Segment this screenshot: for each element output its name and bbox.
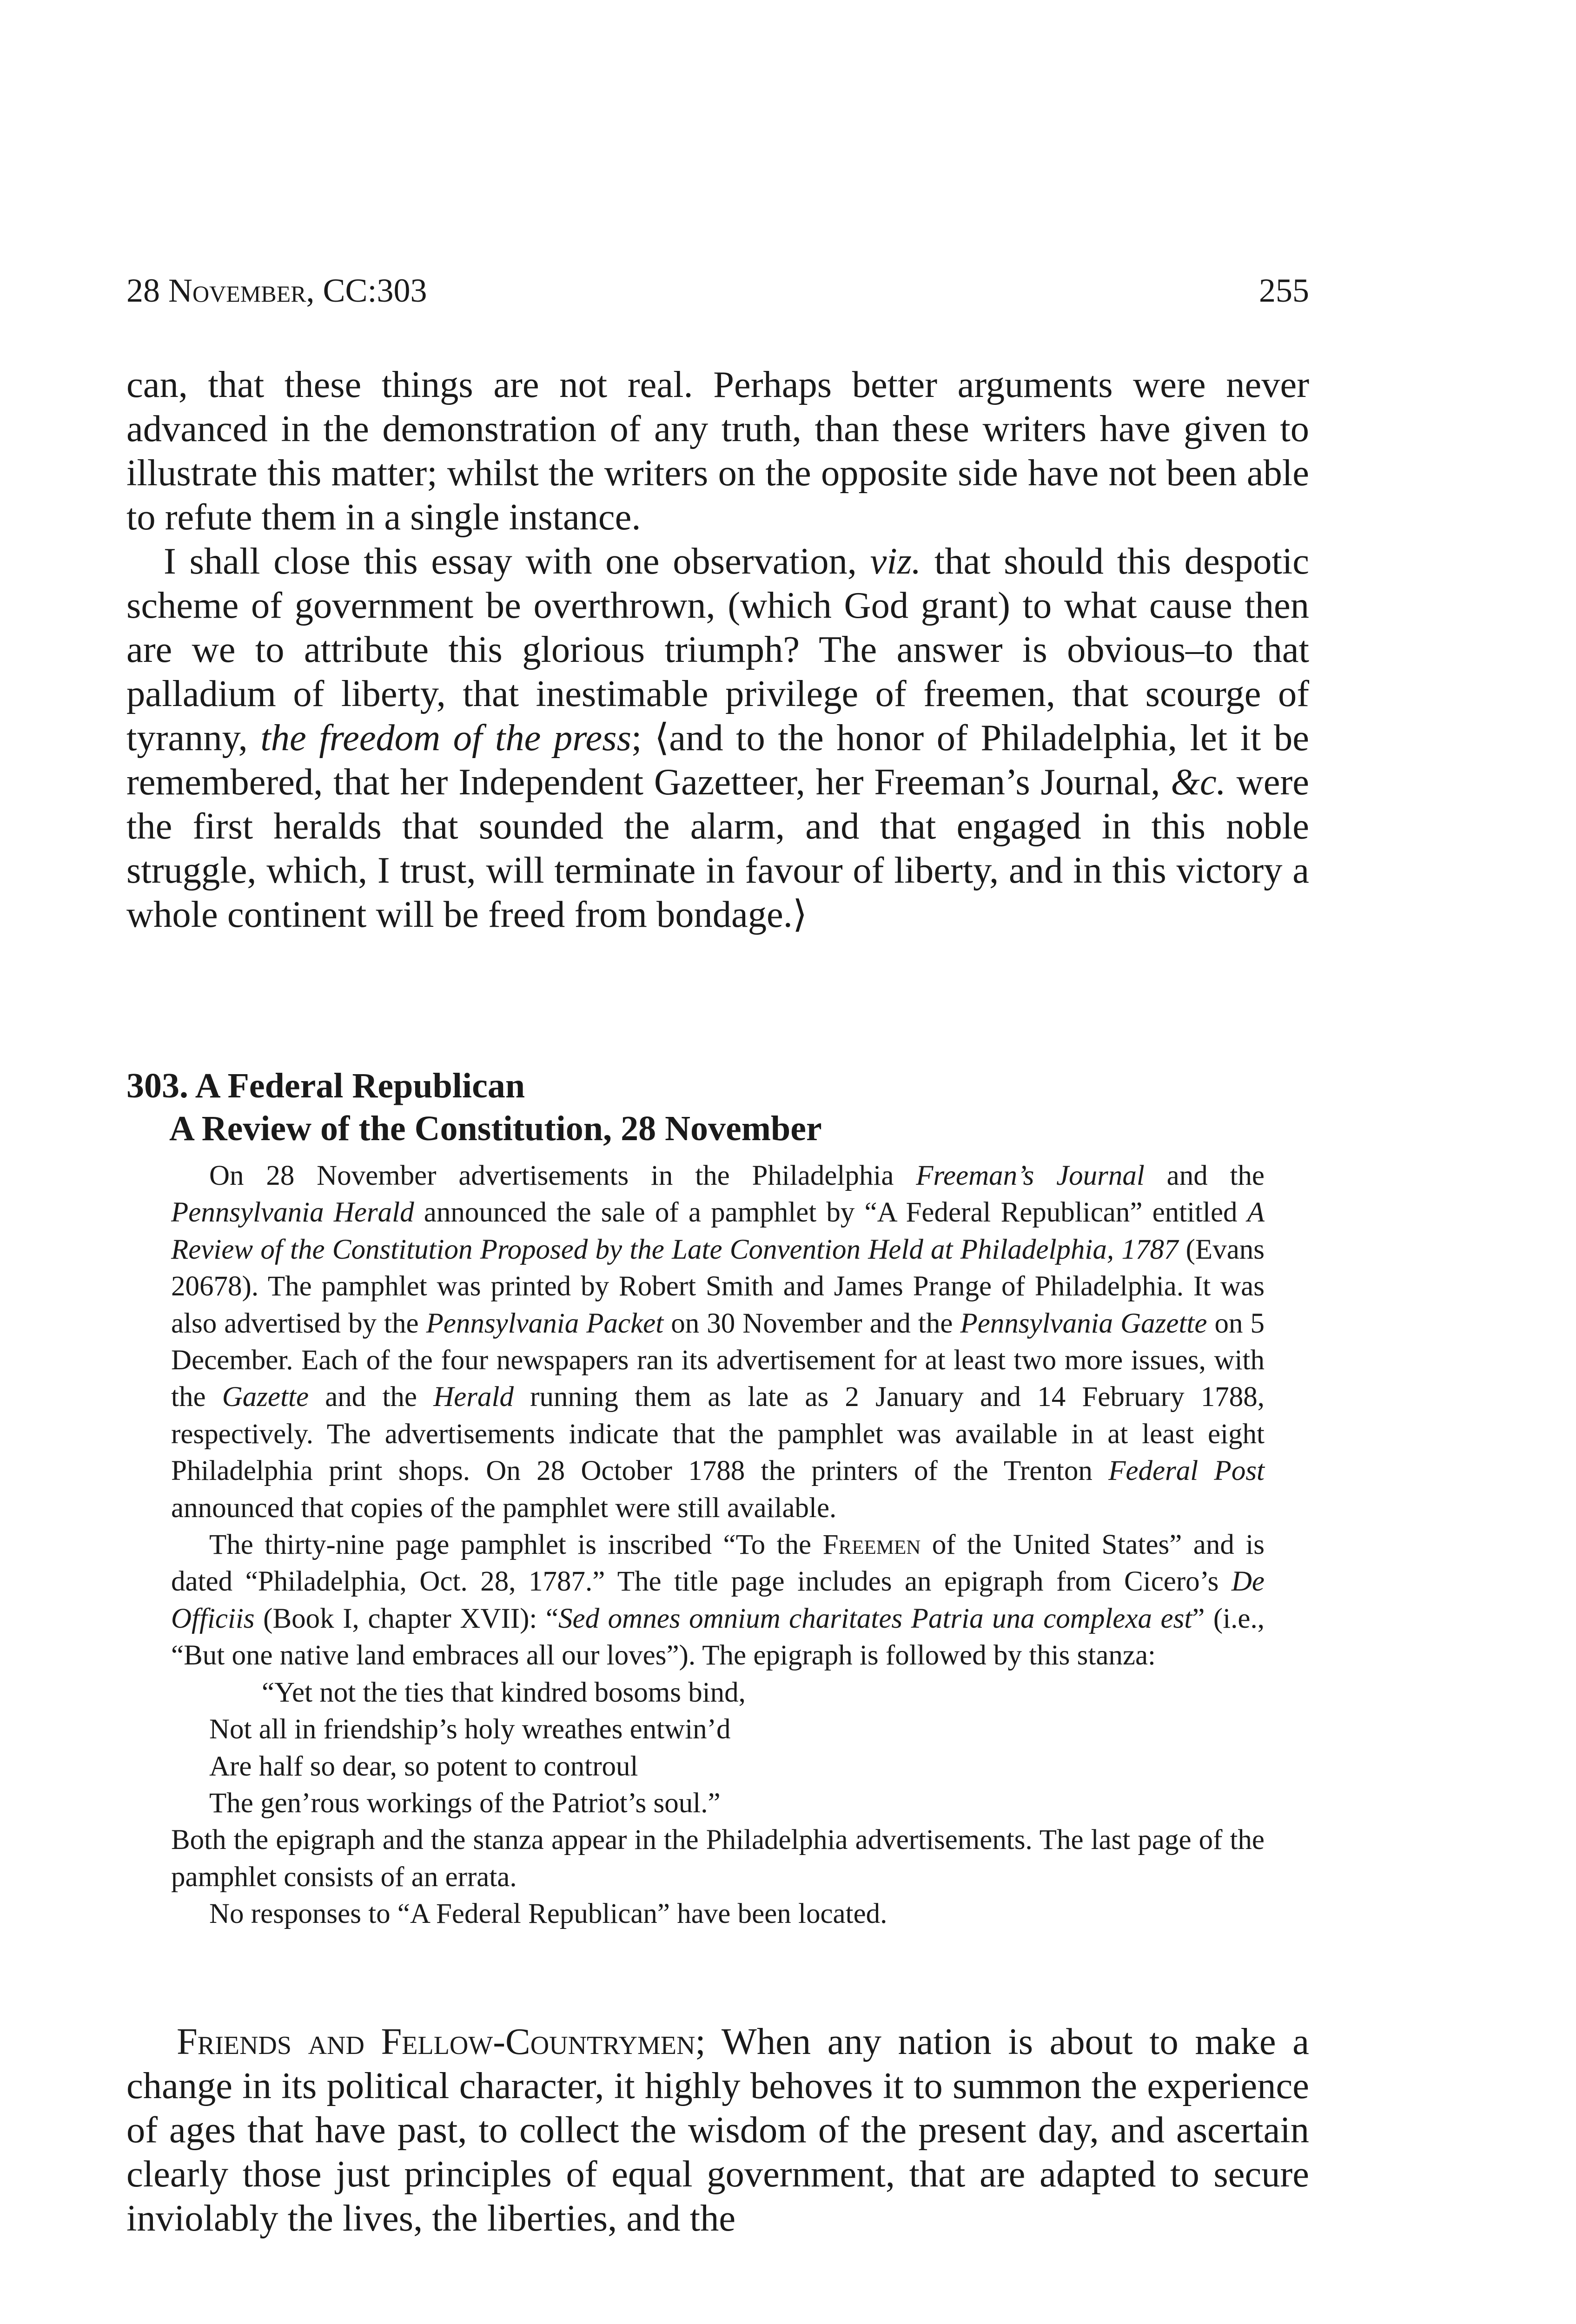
- paragraph: Friends and Fellow-Countrymen; When any nation is about to make a change in its political character, it highly behoves it to summon the experience of ages that have past, to collect the wisdom of the present day, and ascertain clearly those just principles of equal government, that are adapted to secure inviolably the lives, the liberties, and the: [126, 2021, 1309, 2239]
- stanza-line: Are half so dear, so potent to controul: [209, 1750, 638, 1782]
- paragraph: I shall close this essay with one observation, viz. that should this despotic scheme of government be overthrown, (which God grant) to what cause then are we to attribute this glorious triumph? The answer is obvious–to that palladium of liberty, that inestimable privilege of freemen, that scourge of tyranny, the freedom of the press; ⟨and to the honor of Philadelphia, let it be remembered, that her Independent Gazetteer, her Freeman’s Journal, &c. were the first heralds that sounded the alarm, and that engaged in this noble struggle, which, I trust, will terminate in favour of liberty, and in this victory a whole continent will be freed from bondage.⟩: [126, 541, 1309, 935]
- header-date-reference: 28 November, CC:303: [126, 272, 427, 309]
- document-title: 303. A Federal Republican: [126, 1066, 525, 1105]
- headnote-paragraph: Both the epigraph and the stanza appear in the Philadelphia advertisements. The last page of the pamphlet consists of an errata.: [171, 1824, 1265, 1893]
- header-month: November: [168, 272, 306, 309]
- stanza-line: “Yet not the ties that kindred bosoms bind,: [262, 1677, 746, 1708]
- running-header: [126, 265, 1309, 316]
- stanza-line: Not all in friendship’s holy wreathes entwin’d: [209, 1714, 731, 1745]
- paragraph: can, that these things are not real. Perhaps better arguments were never advanced in the demonstration of any truth, than these writers have given to illustrate this matter; whilst the writers on the opposite side have not been able to refute them in a single instance.: [126, 364, 1309, 538]
- document-subtitle: A Review of the Constitution, 28 November: [169, 1109, 822, 1148]
- page-number: 255: [1259, 272, 1309, 309]
- headnote-paragraph: No responses to “A Federal Republican” have been located.: [209, 1898, 887, 1930]
- editorial-headnote: [171, 1157, 1265, 1933]
- previous-document-text: [126, 363, 1309, 937]
- headnote-paragraph: On 28 November advertisements in the Philadelphia Freeman’s Journal and the Pennsylvania Herald announced the sale of a pamphlet by “A Federal Republican” entitled A Review of the Constitution Proposed by the Late Convention Held at Philadelphia, 1787 (Evans 20678). The pamphlet was printed by Robert Smith and James Prange of Philadelphia. It was also advertised by the Pennsylvania Packet on 30 November and the Pennsylvania Gazette on 5 December. Each of the four newspapers ran its advertisement for at least two more issues, with the Gazette and the Herald running them as late as 2 January and 14 February 1788, respectively. The advertisements indicate that the pamphlet was available in at least eight Philadelphia print shops. On 28 October 1788 the printers of the Trenton Federal Post announced that copies of the pamphlet were still available.: [171, 1160, 1265, 1524]
- stanza-line: The gen’rous workings of the Patriot’s soul.”: [209, 1787, 721, 1819]
- document-heading: [126, 1064, 1309, 1150]
- headnote-paragraph: The thirty-nine page pamphlet is inscribed “To the Freemen of the United States” and is dated “Philadelphia, Oct. 28, 1787.” The title page includes an epigraph from Cicero’s De Officiis (Book I, chapter XVII): “Sed omnes omnium charitates Patria una complexa est” (i.e., “But one native land embraces all our loves”). The epigraph is followed by this stanza:: [171, 1529, 1265, 1671]
- main-document-text: [126, 2020, 1309, 2240]
- stanza: [171, 1674, 1265, 1822]
- salutation: Friends and Fellow-Countrymen;: [177, 2021, 706, 2062]
